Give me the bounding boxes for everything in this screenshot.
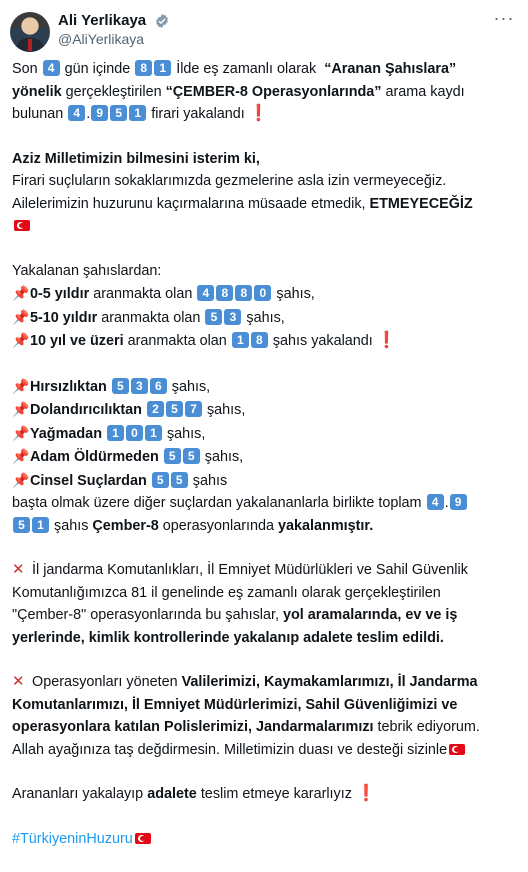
keycap-digit: 5: [183, 448, 200, 464]
keycap-digit: 6: [150, 378, 167, 394]
keycap-digit: 0: [126, 425, 143, 441]
keycap-digit: 9: [450, 494, 467, 510]
keycap-digit: 8: [135, 60, 152, 76]
keycap-digit: 1: [107, 425, 124, 441]
keycap-digit: 4: [197, 285, 214, 301]
pushpin-icon: 📌: [12, 448, 30, 464]
turkey-flag-icon: [135, 833, 151, 844]
paragraph-congrats: ✕ Operasyonları yöneten Valilerimizi, Kaymakamlarımızı, İl Jandarma Komutanlarımızı, İl Emniyet Müdürlerimizi, Sahil Güvenliğimizi ve operasyonlara katılan Polislerimizi, Jandarmalarımızı tebrik ediyorum. Allah ayağınıza taş değdirmesin. Milletimizin duası ve desteği sizinle: [12, 673, 480, 758]
keycap-digit: 3: [224, 309, 241, 325]
keycap-digit: 4: [68, 105, 85, 121]
keycap-digit: 7: [185, 401, 202, 417]
paragraph-operations: ✕ İl jandarma Komutanlıkları, İl Emniyet Müdürlükleri ve Sahil Güvenlik Komutanlığımızca 81 il genelinde eş zamanlı olarak gerçekleştirilen "Çember-8" operasyonlarında bu şahıslar, yol aramalarında, ev ve iş yerlerinde, kimlik kontrollerinde yakalanıp adalete teslim edildi.: [12, 561, 468, 646]
turkey-flag-icon: [14, 220, 30, 231]
keycap-digit: 8: [216, 285, 233, 301]
hashtag-link[interactable]: #TürkiyeninHuzuru: [12, 830, 133, 847]
display-name[interactable]: Ali Yerlikaya: [58, 12, 147, 30]
pushpin-icon: 📌: [12, 308, 30, 325]
pushpin-icon: 📌: [12, 401, 30, 417]
pushpin-icon: 📌: [12, 285, 30, 301]
user-handle[interactable]: @AliYerlikaya: [58, 31, 145, 47]
red-exclamation-icon: ❗: [355, 785, 376, 802]
keycap-digit: 5: [166, 401, 183, 417]
avatar[interactable]: [10, 12, 50, 52]
keycap-digit: 1: [154, 60, 171, 76]
cross-mark-icon: ✕: [12, 561, 25, 578]
verified-badge-icon: [154, 13, 170, 29]
keycap-digit: 5: [164, 448, 181, 464]
red-exclamation-icon: ❗: [248, 105, 269, 122]
paragraph-by-years: Yakalanan şahıslardan: 📌0-5 yıldır aranmakta olan 4 8 8 0 şahıs, 📌5-10 yıldır aranmakta olan 5 3 şahıs, 📌10 yıl ve üzeri aranmakta olan 1 8 şahıs yakalandı ❗: [12, 260, 518, 353]
keycap-digit: 5: [152, 472, 169, 488]
keycap-digit: 1: [129, 105, 146, 121]
turkey-flag-icon: [449, 744, 465, 755]
tweet-text: [12, 58, 518, 872]
keycap-digit: 8: [235, 285, 252, 301]
keycap-digit: 3: [131, 378, 148, 394]
cross-mark-icon: ✕: [12, 673, 25, 690]
paragraph-determination: Arananları yakalayıp adalete teslim etmeye kararlıyız ❗: [12, 785, 376, 802]
keycap-digit: 5: [171, 472, 188, 488]
paragraph-message: Aziz Milletimizin bilmesini isterim ki, Firari suçluların sokaklarımızda gezmelerine asla izin vermeyeceğiz. Ailelerimizin huzurunu kaçırmalarına müsaade etmedik, ETMEYECEĞİZ: [12, 148, 518, 238]
keycap-digit: 5: [112, 378, 129, 394]
pushpin-icon: 📌: [12, 424, 30, 441]
keycap-digit: 2: [147, 401, 164, 417]
pushpin-icon: 📌: [12, 377, 30, 394]
keycap-digit: 5: [110, 105, 127, 121]
tweet-header: [0, 0, 528, 60]
author-block: [58, 12, 170, 47]
keycap-digit: 5: [13, 517, 30, 533]
keycap-digit: 1: [232, 332, 249, 348]
pushpin-icon: 📌: [12, 332, 30, 348]
red-exclamation-icon: ❗: [376, 332, 397, 349]
keycap-digit: 9: [91, 105, 108, 121]
pushpin-icon: 📌: [12, 471, 30, 488]
paragraph-by-crime: 📌Hırsızlıktan 5 3 6 şahıs, 📌Dolandırıcılıktan 2 5 7 şahıs, 📌Yağmadan 1 0 1 şahıs, 📌Adam Öldürmeden 5 5 şahıs, 📌Cinsel Suçlardan 5 5 şahıs başta olmak üzere diğer suçlardan yakalananlarla birlikte toplam 4 . 9 5 1 şahıs Çember-8 operasyonlarında yakalanmıştır.: [12, 375, 518, 538]
keycap-digit: 8: [251, 332, 268, 348]
keycap-digit: 4: [43, 60, 60, 76]
more-options-icon[interactable]: ···: [493, 8, 515, 28]
keycap-digit: 1: [145, 425, 162, 441]
paragraph-intro: Son 4 gün içinde 8 1 İlde eş zamanlı olarak “Aranan Şahıslara” yönelik gerçekleştirilen “ÇEMBER-8 Operasyonlarında” arama kaydı bulunan 4 . 9 5 1 firari yakalandı ❗: [12, 61, 465, 122]
keycap-digit: 5: [205, 309, 222, 325]
keycap-digit: 4: [427, 494, 444, 510]
hashtag-line: [12, 828, 518, 851]
keycap-digit: 1: [32, 517, 49, 533]
keycap-digit: 0: [254, 285, 271, 301]
